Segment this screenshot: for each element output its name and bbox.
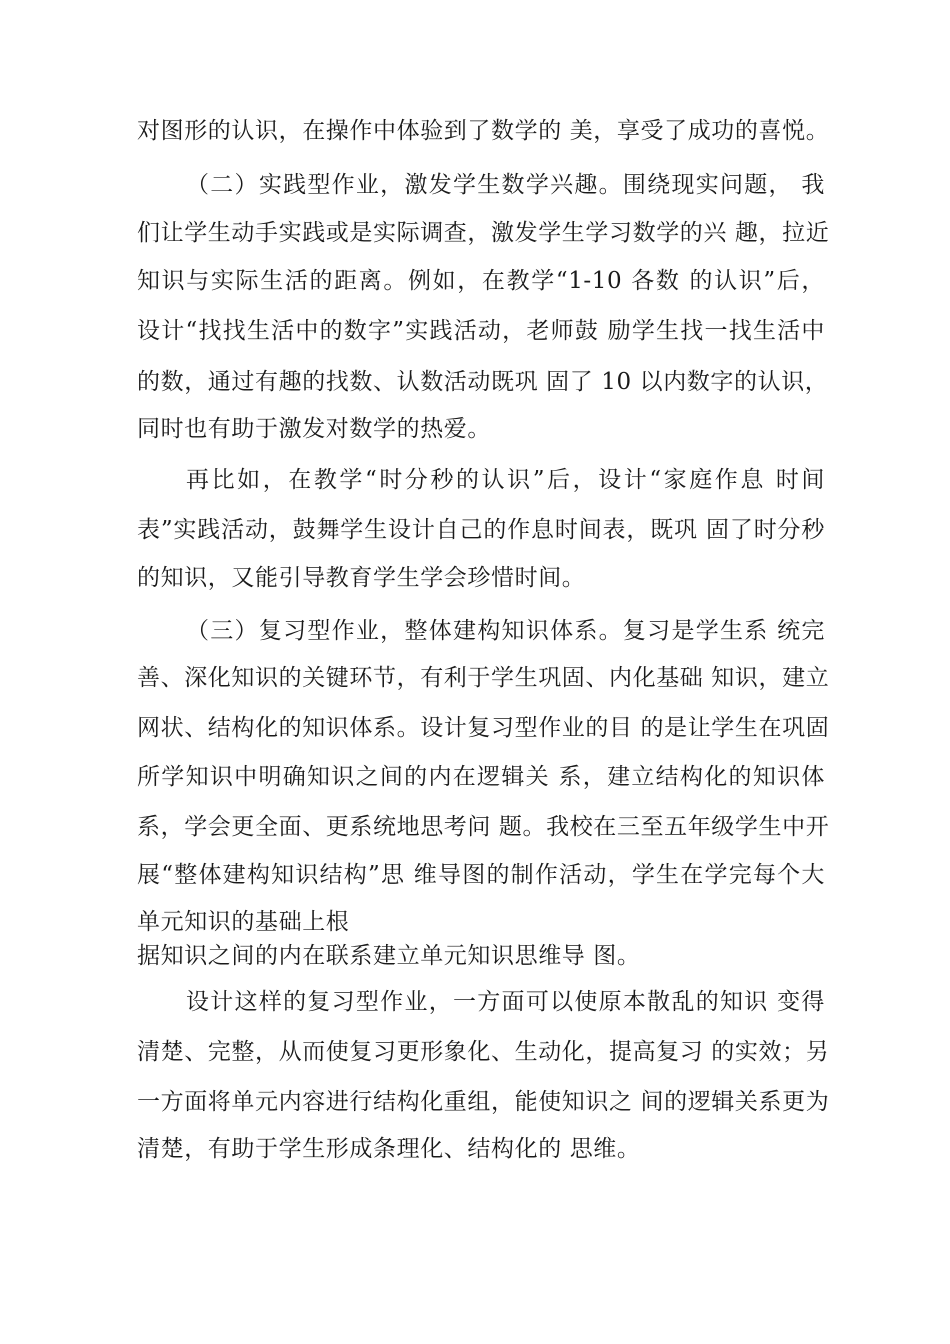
- text-line: 的数，通过有趣的找数、认数活动既巩 固了 10 以内数字的认识，: [137, 369, 829, 395]
- text-line: 对图形的认识，在操作中体验到了数学的 美，享受了成功的喜悦。: [137, 118, 830, 144]
- text-line: 一方面将单元内容进行结构化重组，能使知识之 间的逻辑关系更为: [137, 1089, 830, 1115]
- text-line: 设计这样的复习型作业，一方面可以使原本散乱的知识 变得: [186, 989, 825, 1015]
- text-line: 表”实践活动，鼓舞学生设计自己的作息时间表，既巩 固了时分秒: [137, 517, 825, 543]
- text-line: 单元知识的基础上根: [137, 909, 350, 935]
- text-line: （三）复习型作业，整体建构知识体系。复习是学生系 统完: [186, 618, 825, 644]
- text-line: 网状、结构化的知识体系。设计复习型作业的目 的是让学生在巩固: [137, 715, 830, 741]
- text-line: 同时也有助于激发对数学的热爱。: [137, 416, 491, 442]
- text-line: 们让学生动手实践或是实际调查，激发学生学习数学的兴 趣，拉近: [137, 220, 830, 246]
- text-line: 展“整体建构知识结构”思 维导图的制作活动，学生在学完每个大: [137, 862, 825, 888]
- text-line: 再比如，在教学“时分秒的认识”后，设计“家庭作息 时间: [186, 467, 825, 493]
- text-line: 知识与实际生活的距离。例如，在教学“1-10 各数 的认识”后，: [137, 268, 825, 294]
- text-line: 的知识，又能引导教育学生学会珍惜时间。: [137, 565, 586, 591]
- text-line: 所学知识中明确知识之间的内在逻辑关 系，建立结构化的知识体: [137, 764, 825, 790]
- text-line: 清楚、完整，从而使复习更形象化、生动化，提高复习 的实效；另: [137, 1039, 830, 1065]
- text-line: 系，学会更全面、更系统地思考问 题。我校在三至五年级学生中开: [137, 814, 830, 840]
- text-line: 清楚，有助于学生形成条理化、结构化的 思维。: [137, 1136, 641, 1162]
- text-line: 善、深化知识的关键环节，有利于学生巩固、内化基础 知识，建立: [137, 665, 830, 691]
- text-line: 设计“找找生活中的数字”实践活动，老师鼓 励学生找一找生活中: [137, 318, 825, 344]
- text-line: （二）实践型作业，激发学生数学兴趣。围绕现实问题， 我: [186, 172, 825, 198]
- text-line: 据知识之间的内在联系建立单元知识思维导 图。: [137, 943, 641, 969]
